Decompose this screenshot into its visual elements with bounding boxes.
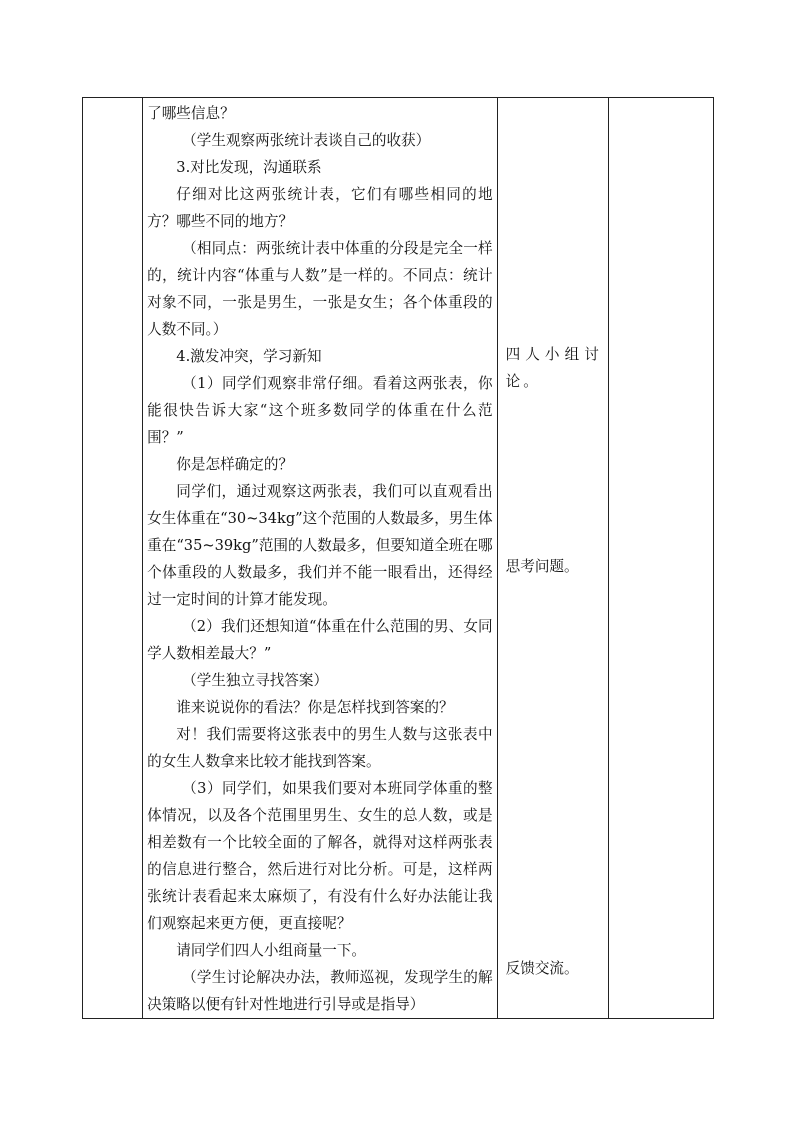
paragraph: 仔细对比这两张统计表，它们有哪些相同的地方？哪些不同的地方？ — [147, 186, 493, 230]
teaching-process-text — [143, 98, 497, 1018]
activity-note-feedback: 反馈交流。 — [505, 960, 579, 977]
paragraph: （学生独立寻找答案） — [182, 672, 329, 689]
design-intent-cell — [608, 98, 713, 1019]
lesson-plan-table — [82, 97, 714, 1019]
paragraph: （2）我们还想知道“体重在什么范围的男、女同学人数相差最大？” — [147, 618, 493, 662]
paragraph: （学生观察两张统计表谈自己的收获） — [182, 132, 431, 149]
table-row — [83, 98, 714, 1019]
paragraph: 4.激发冲突，学习新知 — [176, 348, 322, 365]
student-activity-cell — [497, 98, 608, 1019]
paragraph: （3）同学们，如果我们要对本班同学体重的整体情况，以及各个范围里男生、女生的总人数，或是相差数有一个比较全面的了解各，就得对这样两张表的信息进行整合，然后进行对比分析。可是，这样两张统计表看起来太麻烦了，有没有什么好办法能让我们观察起来更方便，更直接呢？ — [147, 780, 493, 932]
paragraph: 同学们，通过观察这两张表，我们可以直观看出女生体重在“30~34kg”这个范围的人数最多，男生体重在“35~39kg”范围的人数最多，但要知道全班在哪个体重段的人数最多，我们并不能一眼看出，还得经过一定时间的计算才能发现。 — [147, 483, 493, 608]
paragraph: （1）同学们观察非常仔细。看着这两张表，你能很快告诉大家“这个班多数同学的体重在什么范围？” — [147, 375, 493, 446]
student-activity-column — [498, 98, 608, 1018]
paragraph: （学生讨论解决办法，教师巡视，发现学生的解决策略以便有针对性地进行引导或是指导） — [147, 969, 493, 1013]
teaching-process-cell — [143, 98, 498, 1019]
paragraph: 对！我们需要将这张表中的男生人数与这张表中的女生人数拿来比较才能找到答案。 — [147, 726, 493, 770]
paragraph: 你是怎样确定的？ — [176, 456, 294, 473]
paragraph: 请同学们四人小组商量一下。 — [176, 942, 367, 959]
activity-note-group-discussion: 四人小组讨论。 — [505, 346, 602, 390]
paragraph: 了哪些信息？ — [147, 105, 235, 122]
section-label-cell — [83, 98, 143, 1019]
paragraph: 3.对比发现，沟通联系 — [176, 159, 322, 176]
paragraph: 谁来说说你的看法？你是怎样找到答案的？ — [176, 699, 454, 716]
activity-note-think: 思考问题。 — [505, 558, 579, 575]
paragraph: （相同点：两张统计表中体重的分段是完全一样的，统计内容“体重与人数”是一样的。不同点：统计对象不同，一张是男生，一张是女生；各个体重段的人数不同。） — [147, 240, 493, 338]
